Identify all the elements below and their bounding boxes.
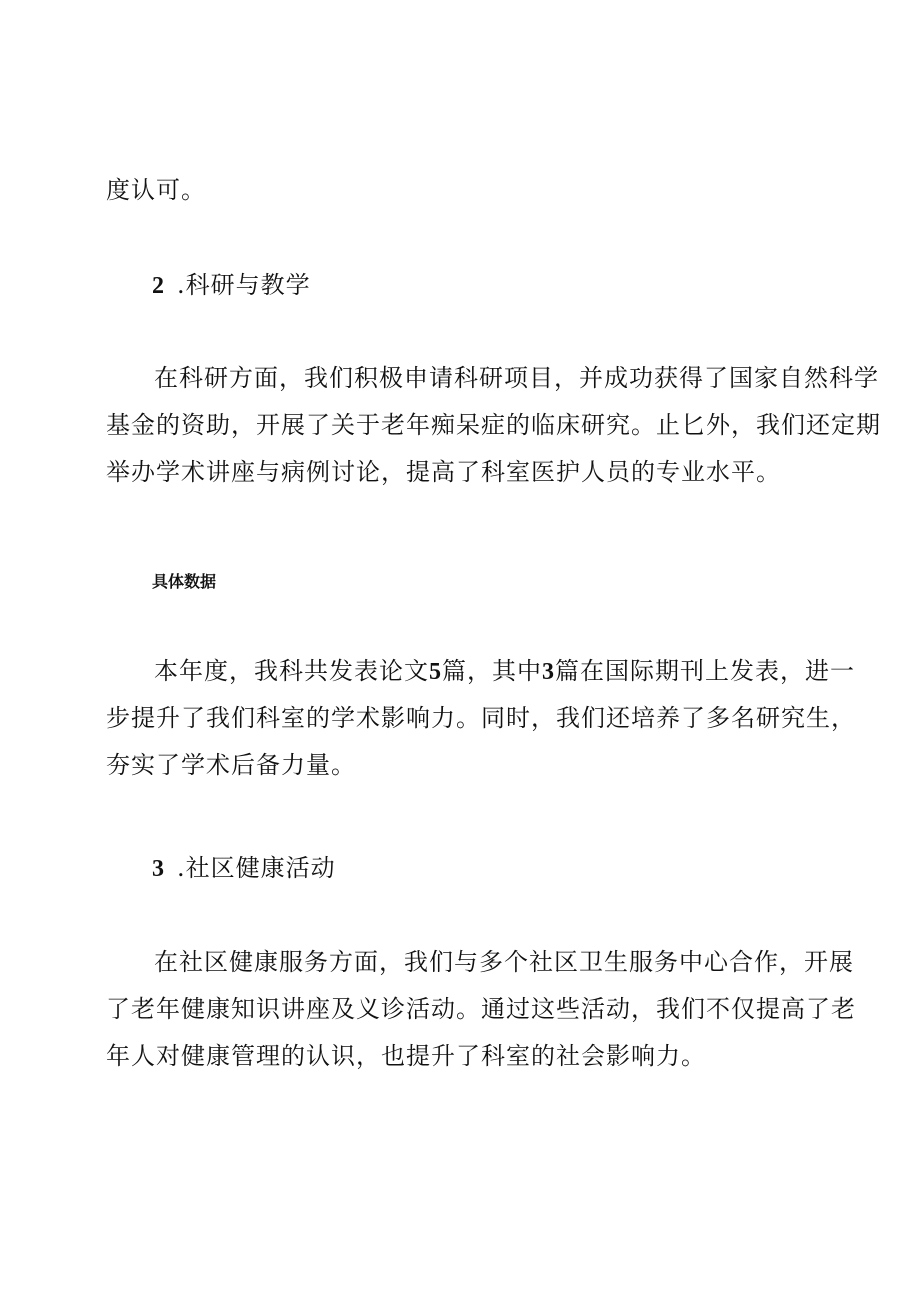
paragraph-research-line: 基金的资助，开展了关于老年痴呆症的临床研究。止匕外，我们还定期	[106, 411, 881, 439]
text-run: 篇，其中	[442, 657, 542, 685]
paragraph-research-line: 举办学术讲座与病例讨论，提高了科室医护人员的专业水平。	[106, 458, 781, 486]
paragraph-community-line: 了老年健康知识讲座及义诊活动。通过这些活动，我们不仅提高了老	[106, 995, 856, 1023]
section-heading-research	[152, 268, 311, 303]
paragraph-research-line: 在科研方面，我们积极申请科研项目，并成功获得了国家自然科学	[154, 364, 879, 392]
paper-count: 5	[429, 659, 442, 685]
paragraph-continuation: 度认可。	[106, 176, 206, 204]
paragraph-community-line: 在社区健康服务方面，我们与多个社区卫生服务中心合作，开展	[154, 948, 854, 976]
section-title: .社区健康活动	[177, 854, 336, 882]
paragraph-data-line: 步提升了我们科室的学术影响力。同时，我们还培养了多名研究生，	[106, 704, 856, 732]
subheading-data: 具体数据	[152, 572, 217, 591]
section-title: .科研与教学	[177, 271, 311, 299]
section-number: 3	[152, 856, 165, 882]
paragraph-community-line: 年人对健康管理的认识，也提升了科室的社会影响力。	[106, 1042, 706, 1070]
text-run: 本年度，我科共发表论文	[154, 657, 429, 685]
section-number: 2	[152, 273, 165, 299]
intl-paper-count: 3	[542, 659, 555, 685]
section-heading-community	[152, 851, 336, 886]
paragraph-data-line	[154, 654, 855, 689]
paragraph-data-line: 夯实了学术后备力量。	[106, 751, 356, 779]
text-run: 篇在国际期刊上发表，进一	[555, 657, 855, 685]
